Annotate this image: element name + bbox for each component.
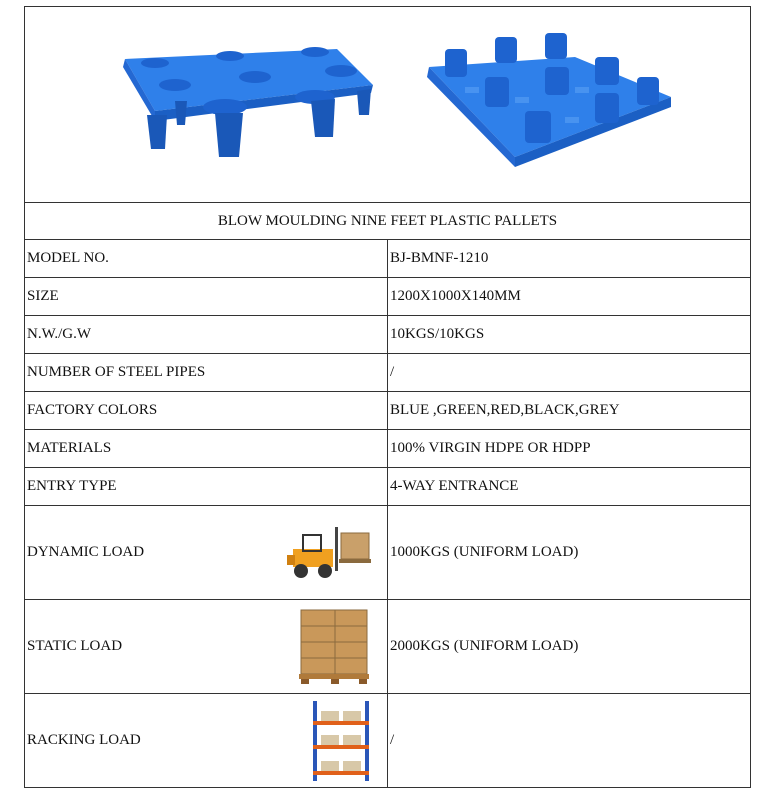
image-row xyxy=(25,7,751,203)
spec-value: BLUE ,GREEN,RED,BLACK,GREY xyxy=(388,392,751,430)
warehouse-rack-icon xyxy=(309,699,373,783)
forklift-icon xyxy=(283,523,373,583)
spec-label: N.W./G.W xyxy=(25,316,388,354)
table-row xyxy=(25,316,751,354)
spec-label: FACTORY COLORS xyxy=(25,392,388,430)
spec-label-cell xyxy=(25,694,388,788)
spec-label: NUMBER OF STEEL PIPES xyxy=(25,354,388,392)
spec-table xyxy=(24,6,751,788)
spec-value: 2000KGS (UNIFORM LOAD) xyxy=(388,600,751,694)
spec-value: 1000KGS (UNIFORM LOAD) xyxy=(388,506,751,600)
spec-label-cell xyxy=(25,600,388,694)
spec-label-cell xyxy=(25,506,388,600)
table-row xyxy=(25,354,751,392)
spec-label: DYNAMIC LOAD xyxy=(27,544,145,560)
title-row xyxy=(25,203,751,240)
spec-label: STATIC LOAD xyxy=(27,638,123,654)
table-row xyxy=(25,430,751,468)
pallet-top-view-image xyxy=(115,41,375,161)
spec-sheet xyxy=(24,6,751,788)
spec-value: 1200X1000X140MM xyxy=(388,278,751,316)
table-row xyxy=(25,468,751,506)
spec-value: 10KGS/10KGS xyxy=(388,316,751,354)
spec-label: MATERIALS xyxy=(25,430,388,468)
spec-value: / xyxy=(388,354,751,392)
table-row xyxy=(25,506,751,600)
spec-label: MODEL NO. xyxy=(25,240,388,278)
page-title: BLOW MOULDING NINE FEET PLASTIC PALLETS xyxy=(25,203,751,240)
spec-label: RACKING LOAD xyxy=(27,732,141,748)
spec-value: BJ-BMNF-1210 xyxy=(388,240,751,278)
table-row xyxy=(25,392,751,430)
spec-value: / xyxy=(388,694,751,788)
table-row xyxy=(25,240,751,278)
spec-value: 100% VIRGIN HDPE OR HDPP xyxy=(388,430,751,468)
spec-label: ENTRY TYPE xyxy=(25,468,388,506)
boxes-on-pallet-icon xyxy=(297,606,373,688)
table-row xyxy=(25,278,751,316)
spec-label: SIZE xyxy=(25,278,388,316)
table-row xyxy=(25,600,751,694)
table-row xyxy=(25,694,751,788)
pallet-bottom-view-image xyxy=(425,27,675,177)
pallet-images-cell xyxy=(25,7,751,203)
spec-value: 4-WAY ENTRANCE xyxy=(388,468,751,506)
